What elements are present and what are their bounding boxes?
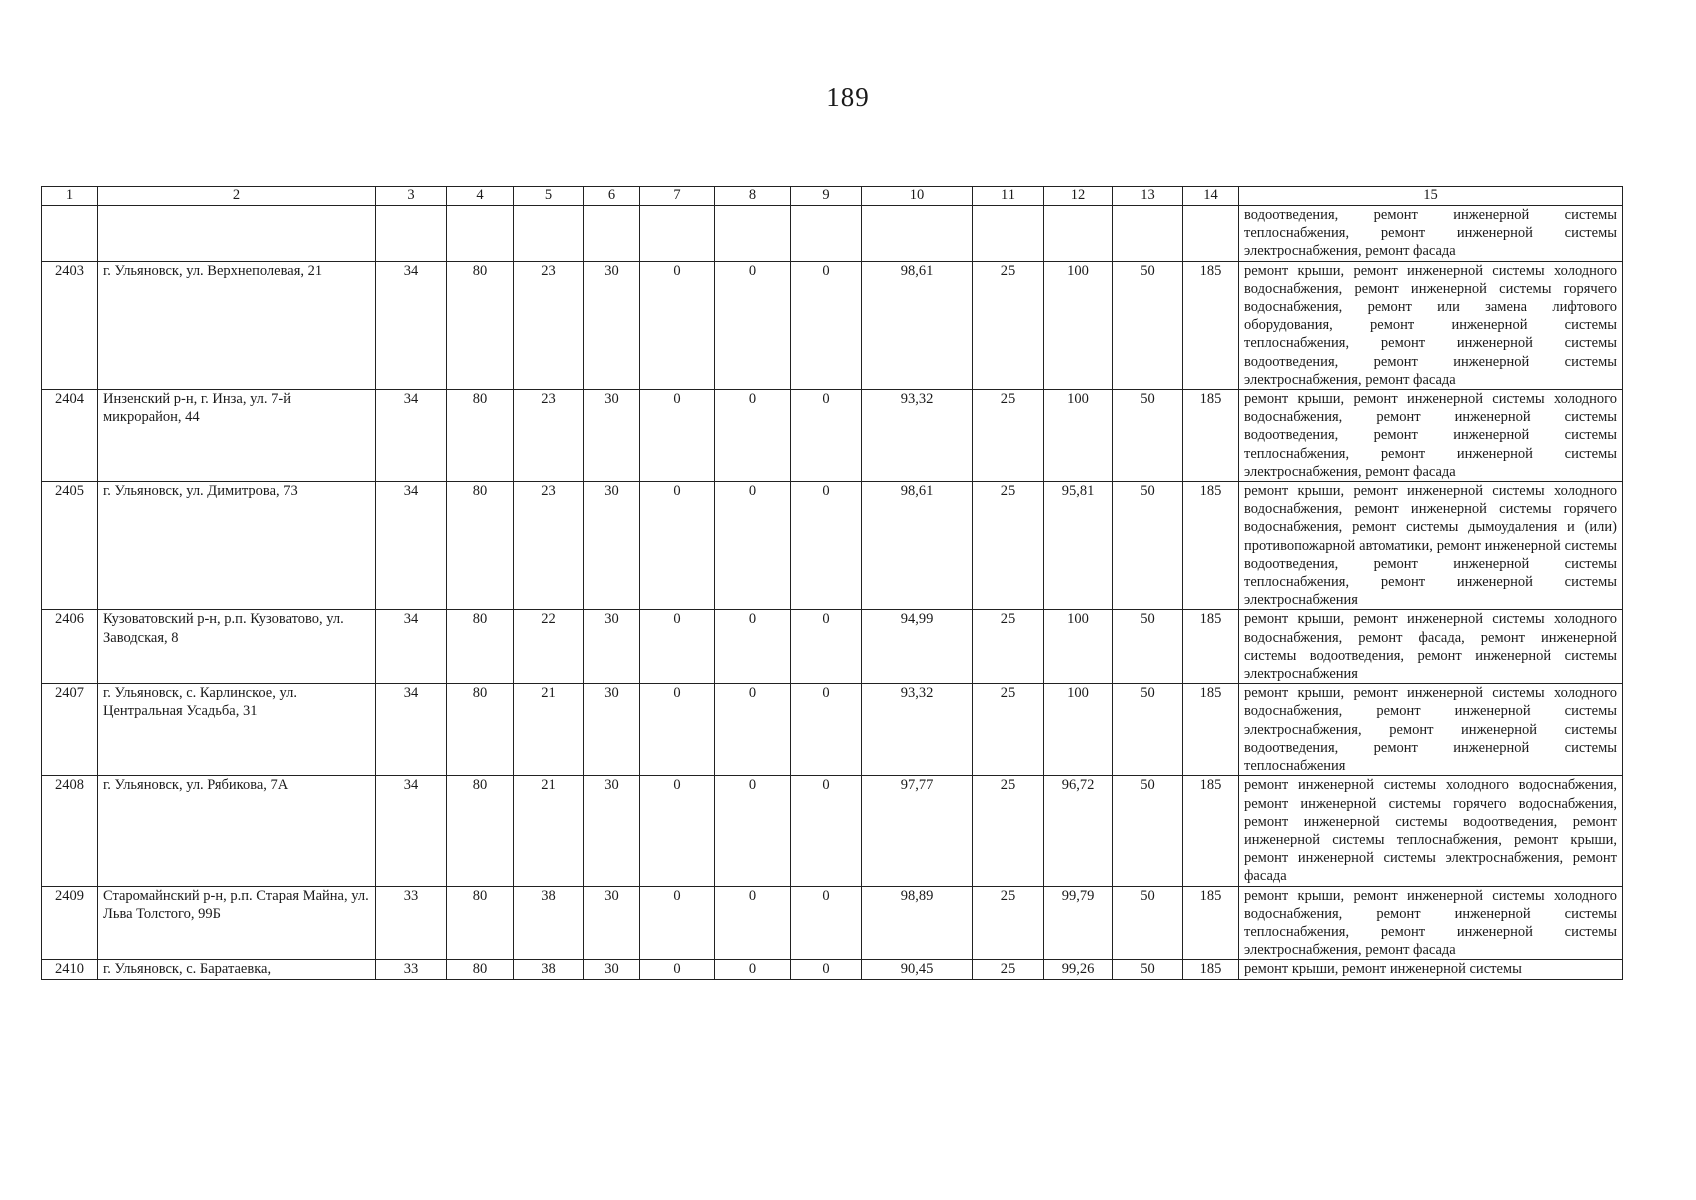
row-number: 2403 xyxy=(42,261,98,389)
repair-works: ремонт крыши, ремонт инженерной системы холодного водоснабжения, ремонт инженерной системы горячего водоснабжения, ремонт системы дымоудаления и (или) противопожарной автоматики, ремонт инженерной системы водоотведения, ремонт инженерной системы теплоснабжения, ремонт инженерной системы электроснабжения xyxy=(1239,482,1623,610)
column-header: 7 xyxy=(640,187,715,206)
col-14-value: 185 xyxy=(1183,886,1239,960)
col-10-value: 90,45 xyxy=(862,960,973,979)
col-13-value: 50 xyxy=(1113,776,1183,886)
col-13-value: 50 xyxy=(1113,482,1183,610)
col-12-value: 99,26 xyxy=(1044,960,1113,979)
col-10-value: 97,77 xyxy=(862,776,973,886)
col-8-value: 0 xyxy=(715,390,791,482)
repair-works: ремонт крыши, ремонт инженерной системы холодного водоснабжения, ремонт инженерной системы электроснабжения, ремонт инженерной системы водоотведения, ремонт инженерной системы теплоснабжения xyxy=(1239,684,1623,776)
col-6-value: 30 xyxy=(584,610,640,684)
col-5-value: 38 xyxy=(514,960,584,979)
col-7-value: 0 xyxy=(640,261,715,389)
column-header: 9 xyxy=(791,187,862,206)
table-row xyxy=(42,776,1623,886)
col-3-value: 34 xyxy=(376,776,447,886)
address: г. Ульяновск, ул. Димитрова, 73 xyxy=(98,482,376,610)
table-row xyxy=(42,610,1623,684)
col-10-value: 93,32 xyxy=(862,684,973,776)
col-5-value: 38 xyxy=(514,886,584,960)
col-5-value xyxy=(514,206,584,262)
column-header: 8 xyxy=(715,187,791,206)
col-6-value: 30 xyxy=(584,482,640,610)
col-8-value: 0 xyxy=(715,886,791,960)
col-11-value: 25 xyxy=(973,482,1044,610)
col-12-value: 95,81 xyxy=(1044,482,1113,610)
col-3-value xyxy=(376,206,447,262)
col-4-value: 80 xyxy=(447,960,514,979)
col-8-value: 0 xyxy=(715,610,791,684)
col-5-value: 23 xyxy=(514,390,584,482)
col-3-value: 34 xyxy=(376,610,447,684)
col-11-value: 25 xyxy=(973,776,1044,886)
col-7-value: 0 xyxy=(640,610,715,684)
col-6-value: 30 xyxy=(584,684,640,776)
address: г. Ульяновск, ул. Верхнеполевая, 21 xyxy=(98,261,376,389)
row-number: 2408 xyxy=(42,776,98,886)
column-header: 5 xyxy=(514,187,584,206)
table-row xyxy=(42,390,1623,482)
column-header: 1 xyxy=(42,187,98,206)
col-6-value: 30 xyxy=(584,776,640,886)
col-14-value: 185 xyxy=(1183,960,1239,979)
repair-works: ремонт крыши, ремонт инженерной системы xyxy=(1239,960,1623,979)
col-4-value: 80 xyxy=(447,684,514,776)
housing-repair-table xyxy=(41,186,1623,980)
repair-works: ремонт инженерной системы холодного водоснабжения, ремонт инженерной системы горячего водоснабжения, ремонт инженерной системы водоотведения, ремонт инженерной системы теплоснабжения, ремонт крыши, ремонт инженерной системы электроснабжения, ремонт фасада xyxy=(1239,776,1623,886)
table-row xyxy=(42,261,1623,389)
col-9-value: 0 xyxy=(791,261,862,389)
row-number xyxy=(42,206,98,262)
col-9-value: 0 xyxy=(791,684,862,776)
col-10-value xyxy=(862,206,973,262)
col-4-value: 80 xyxy=(447,776,514,886)
col-6-value xyxy=(584,206,640,262)
col-8-value: 0 xyxy=(715,960,791,979)
col-4-value: 80 xyxy=(447,390,514,482)
col-8-value: 0 xyxy=(715,482,791,610)
col-7-value: 0 xyxy=(640,684,715,776)
column-header: 14 xyxy=(1183,187,1239,206)
col-7-value: 0 xyxy=(640,776,715,886)
col-12-value: 100 xyxy=(1044,261,1113,389)
col-7-value: 0 xyxy=(640,886,715,960)
row-number: 2406 xyxy=(42,610,98,684)
col-3-value: 34 xyxy=(376,482,447,610)
col-6-value: 30 xyxy=(584,960,640,979)
col-12-value: 99,79 xyxy=(1044,886,1113,960)
col-4-value: 80 xyxy=(447,482,514,610)
repair-works: ремонт крыши, ремонт инженерной системы холодного водоснабжения, ремонт фасада, ремонт инженерной системы водоотведения, ремонт инженерной системы электроснабжения xyxy=(1239,610,1623,684)
column-header: 2 xyxy=(98,187,376,206)
col-13-value: 50 xyxy=(1113,886,1183,960)
column-header: 10 xyxy=(862,187,973,206)
column-header: 12 xyxy=(1044,187,1113,206)
column-header: 4 xyxy=(447,187,514,206)
col-3-value: 34 xyxy=(376,390,447,482)
address: г. Ульяновск, с. Карлинское, ул. Центральная Усадьба, 31 xyxy=(98,684,376,776)
col-4-value: 80 xyxy=(447,610,514,684)
column-header: 6 xyxy=(584,187,640,206)
col-10-value: 94,99 xyxy=(862,610,973,684)
row-number: 2407 xyxy=(42,684,98,776)
col-9-value: 0 xyxy=(791,390,862,482)
col-5-value: 23 xyxy=(514,261,584,389)
address: г. Ульяновск, ул. Рябикова, 7А xyxy=(98,776,376,886)
col-11-value: 25 xyxy=(973,960,1044,979)
col-8-value: 0 xyxy=(715,776,791,886)
col-10-value: 98,61 xyxy=(862,261,973,389)
col-14-value: 185 xyxy=(1183,261,1239,389)
col-12-value: 100 xyxy=(1044,684,1113,776)
table-row xyxy=(42,684,1623,776)
col-9-value: 0 xyxy=(791,886,862,960)
col-12-value xyxy=(1044,206,1113,262)
row-number: 2410 xyxy=(42,960,98,979)
col-11-value: 25 xyxy=(973,684,1044,776)
col-12-value: 96,72 xyxy=(1044,776,1113,886)
col-10-value: 98,89 xyxy=(862,886,973,960)
col-11-value xyxy=(973,206,1044,262)
col-3-value: 34 xyxy=(376,684,447,776)
col-12-value: 100 xyxy=(1044,390,1113,482)
col-5-value: 22 xyxy=(514,610,584,684)
col-4-value: 80 xyxy=(447,261,514,389)
col-9-value: 0 xyxy=(791,482,862,610)
col-13-value: 50 xyxy=(1113,684,1183,776)
row-number: 2409 xyxy=(42,886,98,960)
col-5-value: 21 xyxy=(514,684,584,776)
col-9-value xyxy=(791,206,862,262)
row-number: 2404 xyxy=(42,390,98,482)
table-row xyxy=(42,960,1623,979)
column-header: 3 xyxy=(376,187,447,206)
col-14-value: 185 xyxy=(1183,776,1239,886)
row-number: 2405 xyxy=(42,482,98,610)
address: Старомайнский р-н, р.п. Старая Майна, ул. Льва Толстого, 99Б xyxy=(98,886,376,960)
col-3-value: 33 xyxy=(376,886,447,960)
col-4-value: 80 xyxy=(447,886,514,960)
col-11-value: 25 xyxy=(973,886,1044,960)
repair-works: ремонт крыши, ремонт инженерной системы холодного водоснабжения, ремонт инженерной системы теплоснабжения, ремонт инженерной системы электроснабжения, ремонт фасада xyxy=(1239,886,1623,960)
col-11-value: 25 xyxy=(973,610,1044,684)
col-14-value: 185 xyxy=(1183,610,1239,684)
page-number: 189 xyxy=(826,82,870,112)
col-13-value: 50 xyxy=(1113,610,1183,684)
col-3-value: 34 xyxy=(376,261,447,389)
col-14-value: 185 xyxy=(1183,482,1239,610)
col-4-value xyxy=(447,206,514,262)
col-14-value: 185 xyxy=(1183,684,1239,776)
address: Инзенский р-н, г. Инза, ул. 7-й микрорайон, 44 xyxy=(98,390,376,482)
repair-works: ремонт крыши, ремонт инженерной системы холодного водоснабжения, ремонт инженерной системы горячего водоснабжения, ремонт или замена лифтового оборудования, ремонт инженерной системы теплоснабжения, ремонт инженерной системы водоотведения, ремонт инженерной системы электроснабжения, ремонт фасада xyxy=(1239,261,1623,389)
column-header: 15 xyxy=(1239,187,1623,206)
col-7-value: 0 xyxy=(640,960,715,979)
column-header: 13 xyxy=(1113,187,1183,206)
col-13-value: 50 xyxy=(1113,960,1183,979)
col-8-value: 0 xyxy=(715,684,791,776)
col-12-value: 100 xyxy=(1044,610,1113,684)
column-number-header xyxy=(42,187,1623,206)
col-13-value: 50 xyxy=(1113,261,1183,389)
column-header: 11 xyxy=(973,187,1044,206)
table-row xyxy=(42,206,1623,262)
col-9-value: 0 xyxy=(791,960,862,979)
col-11-value: 25 xyxy=(973,390,1044,482)
col-9-value: 0 xyxy=(791,776,862,886)
col-7-value: 0 xyxy=(640,482,715,610)
col-14-value xyxy=(1183,206,1239,262)
repair-works: ремонт крыши, ремонт инженерной системы холодного водоснабжения, ремонт инженерной системы водоотведения, ремонт инженерной системы теплоснабжения, ремонт инженерной системы электроснабжения, ремонт фасада xyxy=(1239,390,1623,482)
col-9-value: 0 xyxy=(791,610,862,684)
col-13-value: 50 xyxy=(1113,390,1183,482)
col-6-value: 30 xyxy=(584,886,640,960)
col-14-value: 185 xyxy=(1183,390,1239,482)
col-5-value: 23 xyxy=(514,482,584,610)
col-11-value: 25 xyxy=(973,261,1044,389)
col-10-value: 93,32 xyxy=(862,390,973,482)
col-7-value: 0 xyxy=(640,390,715,482)
address xyxy=(98,206,376,262)
col-7-value xyxy=(640,206,715,262)
table-row xyxy=(42,886,1623,960)
address: г. Ульяновск, с. Баратаевка, xyxy=(98,960,376,979)
col-5-value: 21 xyxy=(514,776,584,886)
address: Кузоватовский р-н, р.п. Кузоватово, ул. Заводская, 8 xyxy=(98,610,376,684)
col-6-value: 30 xyxy=(584,390,640,482)
col-6-value: 30 xyxy=(584,261,640,389)
table-row xyxy=(42,482,1623,610)
col-10-value: 98,61 xyxy=(862,482,973,610)
col-13-value xyxy=(1113,206,1183,262)
col-8-value: 0 xyxy=(715,261,791,389)
col-3-value: 33 xyxy=(376,960,447,979)
repair-works: водоотведения, ремонт инженерной системы теплоснабжения, ремонт инженерной системы электроснабжения, ремонт фасада xyxy=(1239,206,1623,262)
col-8-value xyxy=(715,206,791,262)
